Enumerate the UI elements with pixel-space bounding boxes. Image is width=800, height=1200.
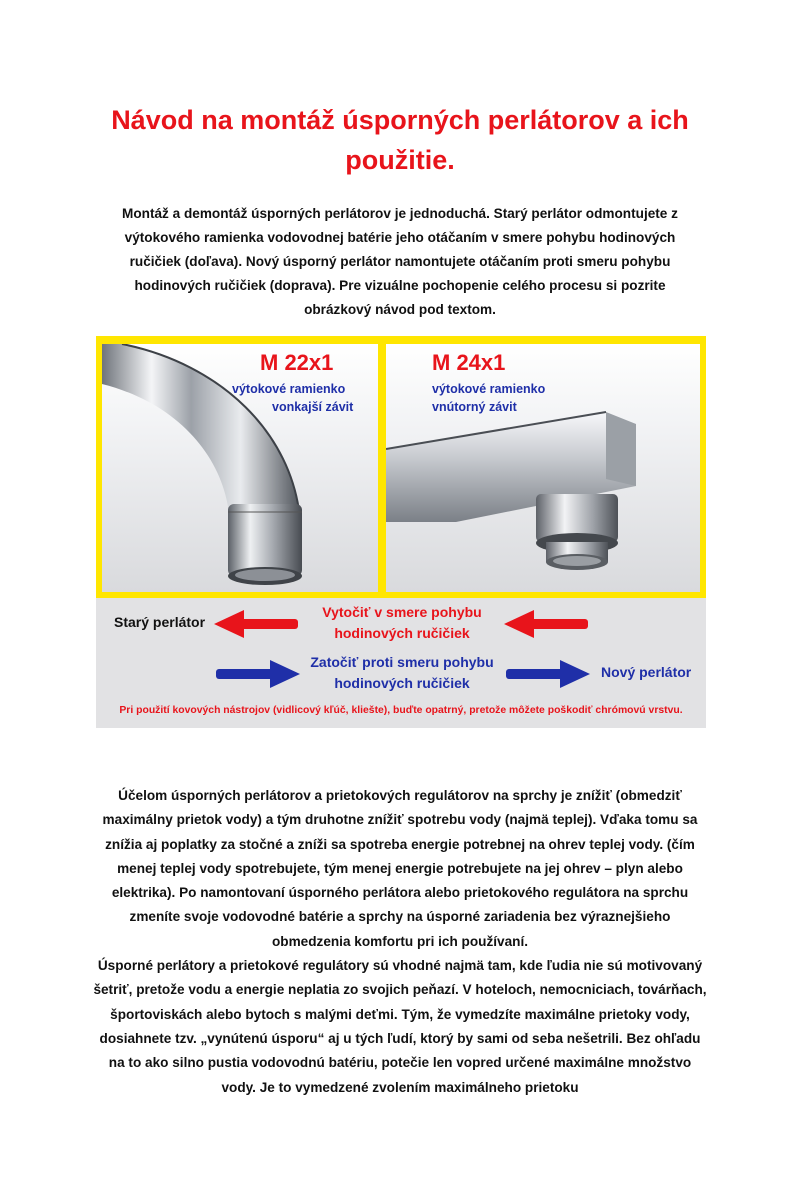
left-arrow-icon [214,610,300,638]
left-arrow-icon [504,610,590,638]
screw-line2: hodinových ručičiek [334,675,470,691]
left-caption-line2: vonkajší závit [272,400,354,414]
body-paragraph-2: Úsporné perlátory a prietokové regulátory sú vhodné najmä tam, kde ľudia nie sú motivovaný šetriť, pretože vodu a energie neplatia zo svojich peňazí. V hoteloch, nemocniciach, továrňach, športoviskách alebo bytoch s malými deťmi. Tým, že vymedzíte maximálne prietoky vody, dosiahnete tzv. „vynútenú úsporu“ aj u tých ľudí, ktorý by sami od seba nešetrili. Bez ohľadu na to ako silno pustia vodovodnú batériu, potečie len vopred určené maximálne množstvo vody. Je to vymedzené zvolením maximálneho prietoku [93,958,707,1095]
unscrew-line1: Vytočiť v smere pohybu [322,604,482,620]
right-arrow-icon [214,660,300,688]
right-thread-size: M 24x1 [432,350,506,375]
new-aerator-label: Nový perlátor [601,664,692,680]
body-text [90,784,710,1100]
tool-warning: Pri použití kovových nástrojov (vidlicový kľúč, kliešte), buďte opatrný, pretože môžete poškodiť chrómovú vrstvu. [119,705,683,716]
left-caption-line1: výtokové ramienko [232,382,346,396]
body-paragraph-1: Účelom úsporných perlátorov a prietokových regulátorov na sprchy je znížiť (obmedziť maximálny prietok vody) a tým druhotne znížiť spotrebu vody (najmä teplej). Vďaka tomu sa znížia aj poplatky za stočné a zníži sa spotreba energie potrebnej na ohrev teplej vody. (čím menej teplej vody spotrebujete, tým menej energie potrebujete na jej ohrev – plyn alebo elektrika). Po namontovaní úsporného perlátora alebo prietokového regulátora na sprchu zmeníte svoje vodovodné batérie a sprchy na úsporné zariadenia bez výraznejšieho obmedzenia komfortu pri ich používaní. [102,788,698,949]
page-title: Návod na montáž úsporných perlátorov a ich použitie. [111,105,689,175]
intro-paragraph: Montáž a demontáž úsporných perlátorov je jednoduchá. Starý perlátor odmontujete z výtokového ramienka vodovodnej batérie jeho otáčaním v smere pohybu hodinových ručičiek (doľava). Nový úsporný perlátor namontujete otáčaním proti smeru pohybu hodinových ručičiek (doprava). Pre vizuálne pochopenie celého procesu si pozrite obrázkový návod pod textom. [122,206,678,317]
old-aerator-label: Starý perlátor [114,614,206,630]
unscrew-line2: hodinových ručičiek [334,625,470,641]
direction-legend [96,598,706,728]
left-thread-size: M 22x1 [260,350,334,375]
right-caption-line2: vnútorný závit [432,400,517,414]
screw-line1: Zatočiť proti smeru pohybu [310,654,494,670]
right-arrow-icon [504,660,590,688]
photo-frame [96,336,706,598]
right-caption-line1: výtokové ramienko [432,382,546,396]
instruction-figure [96,336,706,728]
